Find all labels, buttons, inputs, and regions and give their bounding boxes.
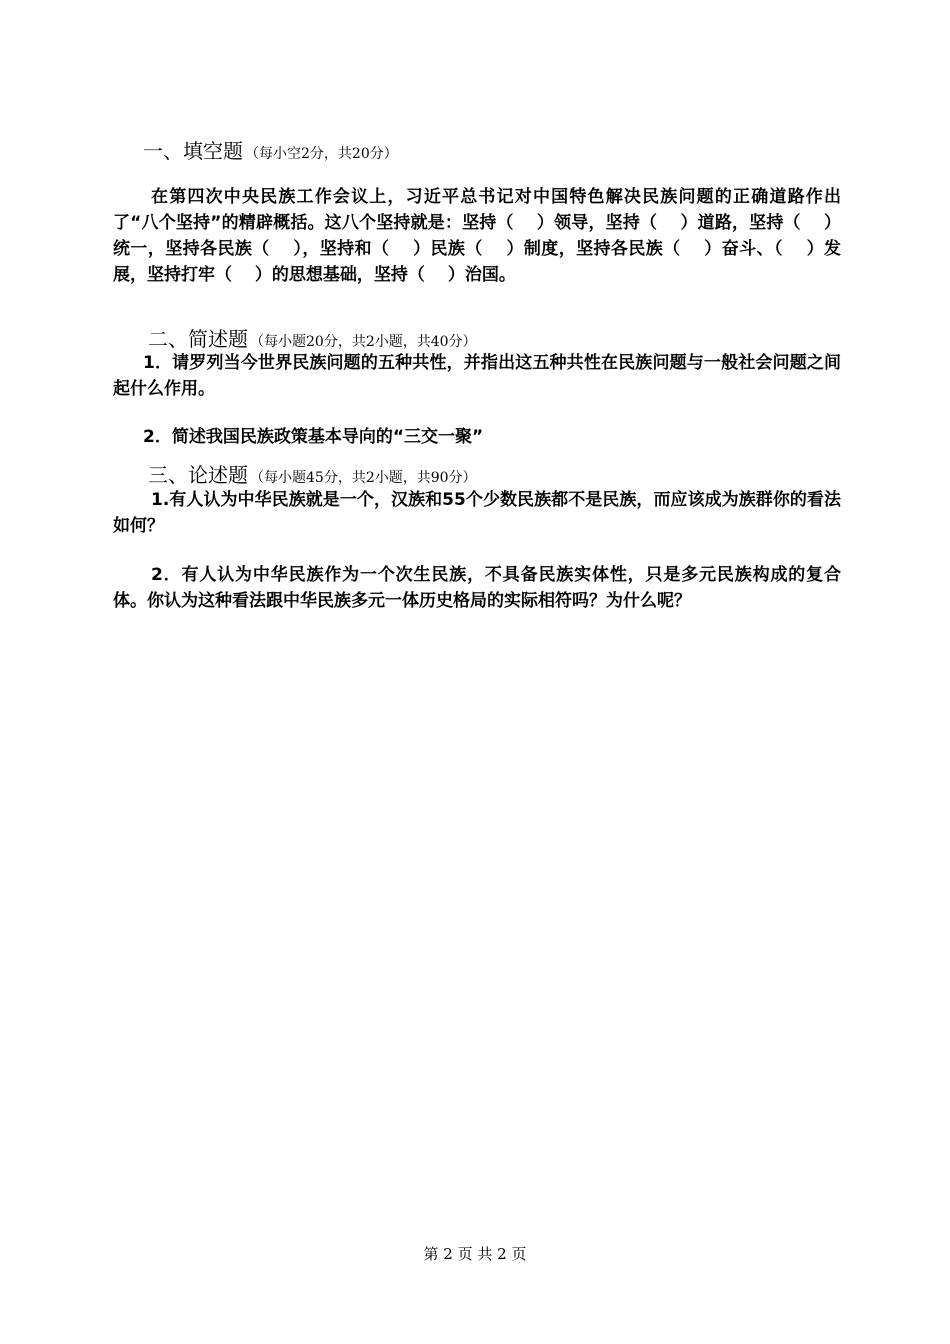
section-essay-score-note: （每小题45分，共2小题，共90分）: [250, 470, 477, 486]
essay-question-2: 2．有人认为中华民族作为一个次生民族，不具备民族实体性，只是多元民族构成的复合体。你认为这种看法跟中华民族多元一体历史格局的实际相符吗？为什么呢？: [113, 565, 841, 611]
fill-blank-question: 在第四次中央民族工作会议上，习近平总书记对中国特色解决民族问题的正确道路作出了“八个坚持”的精辟概括。这八个坚持就是：坚持（ ）领导，坚持（ ）道路，坚持（ ）统一，坚持各民族（ ），坚持和（ ）民族（ ）制度，坚持各民族（ ）奋斗、（ ）发展，坚持打牢（ ）的思想基础，坚持（ ）治国。: [113, 187, 841, 285]
section-fill-blank-title: 一、填空题: [143, 139, 243, 163]
short-answer-question-1: 1．请罗列当今世界民族问题的五种共性，并指出这五种共性在民族问题与一般社会问题之间起什么作用。: [113, 353, 841, 399]
section-fill-blank-heading: [143, 138, 398, 167]
essay-question-1: 1.有人认为中华民族就是一个，汉族和55个少数民族都不是民族，而应该成为族群你的看法如何？: [113, 490, 841, 536]
section-fill-blank-score-note: （每小空2分，共20分）: [245, 146, 398, 162]
page-number-footer: 第 2 页 共 2 页: [423, 1245, 527, 1263]
section-short-answer-title: 二、简述题: [148, 327, 248, 351]
section-essay-title: 三、论述题: [148, 463, 248, 487]
section-short-answer-score-note: （每小题20分，共2小题，共40分）: [250, 334, 477, 350]
short-answer-question-2: 2．简述我国民族政策基本导向的“三交一聚”: [143, 427, 484, 447]
